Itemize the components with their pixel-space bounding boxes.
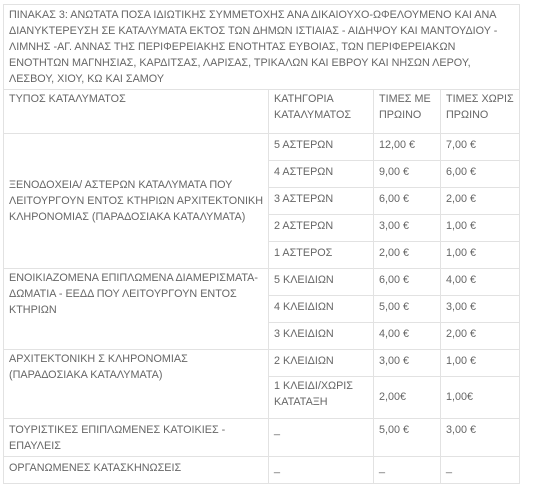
- table-row: [4, 457, 520, 484]
- table-header-row: [4, 90, 520, 134]
- price-without-breakfast: 2,00 €: [441, 323, 520, 350]
- type-cell: ΤΟΥΡΙΣΤΙΚΕΣ ΕΠΙΠΛΩΜΕΝΕΣ ΚΑΤΟΙΚΙΕΣ - ΕΠΑΥΛΕΙΣ: [4, 419, 269, 457]
- price-with-breakfast: 2,00€: [374, 377, 441, 419]
- allowance-table: [3, 4, 520, 484]
- price-with-breakfast: 2,00 €: [374, 242, 441, 269]
- table-row: [4, 350, 520, 377]
- price-without-breakfast: 1,00 €: [441, 350, 520, 377]
- price-with-breakfast: 3,00 €: [374, 215, 441, 242]
- category-cell: 3 ΚΛΕΙΔΙΩΝ: [269, 323, 374, 350]
- price-with-breakfast: _: [374, 457, 441, 484]
- header-type: ΤΥΠΟΣ ΚΑΤΑΛΥΜΑΤΟΣ: [4, 90, 269, 134]
- price-without-breakfast: 4,00 €: [441, 269, 520, 296]
- category-cell: _: [269, 419, 374, 457]
- price-without-breakfast: 3,00 €: [441, 296, 520, 323]
- price-without-breakfast: 1,00 €: [441, 215, 520, 242]
- price-without-breakfast: 3,00 €: [441, 419, 520, 457]
- type-cell: ΞΕΝΟΔΟΧΕΙΑ/ ΑΣΤΕΡΩΝ ΚΑΤΑΛΥΜΑΤΑ ΠΟΥ ΛΕΙΤΟΥΡΓΟΥΝ ΕΝΤΟΣ ΚΤΗΡΙΩΝ ΑΡΧΙΤΕΚΤΟΝΙΚΗ ΚΛΗΡΟΝΟΜΙΑΣ (ΠΑΡΑΔΟΣΙΑΚΑ ΚΑΤΑΛΥΜΑΤΑ): [4, 134, 269, 269]
- price-with-breakfast: 9,00 €: [374, 161, 441, 188]
- price-with-breakfast: 5,00 €: [374, 419, 441, 457]
- price-with-breakfast: 12,00 €: [374, 134, 441, 161]
- header-without-breakfast: ΤΙΜΕΣ ΧΩΡΙΣ ΠΡΩΙΝΟ: [441, 90, 520, 134]
- table-row: [4, 134, 520, 161]
- price-without-breakfast: _: [441, 457, 520, 484]
- category-cell: 5 ΑΣΤΕΡΩΝ: [269, 134, 374, 161]
- table-caption-row: [4, 5, 520, 90]
- price-with-breakfast: 6,00 €: [374, 269, 441, 296]
- category-cell: 4 ΑΣΤΕΡΩΝ: [269, 161, 374, 188]
- price-with-breakfast: 4,00 €: [374, 323, 441, 350]
- category-cell: 2 ΚΛΕΙΔΙΩΝ: [269, 350, 374, 377]
- price-without-breakfast: 1,00 €: [441, 242, 520, 269]
- category-cell: 2 ΑΣΤΕΡΩΝ: [269, 215, 374, 242]
- price-without-breakfast: 7,00 €: [441, 134, 520, 161]
- header-with-breakfast: ΤΙΜΕΣ ΜΕ ΠΡΩΙΝΟ: [374, 90, 441, 134]
- price-without-breakfast: 1,00€: [441, 377, 520, 419]
- price-without-breakfast: 2,00 €: [441, 188, 520, 215]
- header-category: ΚΑΤΗΓΟΡΙΑ ΚΑΤΑΛΥΜΑΤΟΣ: [269, 90, 374, 134]
- category-cell: 1 ΑΣΤΕΡΟΣ: [269, 242, 374, 269]
- price-without-breakfast: 6,00 €: [441, 161, 520, 188]
- price-with-breakfast: 5,00 €: [374, 296, 441, 323]
- table-row: [4, 269, 520, 296]
- category-cell: 1 ΚΛΕΙΔΙ/ΧΩΡΙΣ ΚΑΤΑΤΑΞΗ: [269, 377, 374, 419]
- category-cell: 4 ΚΛΕΙΔΙΩΝ: [269, 296, 374, 323]
- category-cell: _: [269, 457, 374, 484]
- table-row: [4, 419, 520, 457]
- table-title: ΠΙΝΑΚΑΣ 3: ΑΝΩΤΑΤΑ ΠΟΣΑ ΙΔΙΩΤΙΚΗΣ ΣΥΜΜΕΤΟΧΗΣ ΑΝΑ ΔΙΚΑΙΟΥΧΟ-ΩΦΕΛΟΥΜΕΝΟ ΚΑΙ ΑΝΑ ΔΙΑΝΥΚΤΕΡΕΥΣΗ ΣΕ ΚΑΤΑΛΥΜΑΤΑ ΕΚΤΟΣ ΤΩΝ ΔΗΜΩΝ ΙΣΤΙΑΙΑΣ - ΑΙΔΗΨΟΥ ΚΑΙ ΜΑΝΤΟΥΔΙΟΥ - ΛΙΜΝΗΣ -ΑΓ. ΑΝΝΑΣ ΤΗΣ ΠΕΡΙΦΕΡΕΙΑΚΗΣ ΕΝΟΤΗΤΑΣ ΕΥΒΟΙΑΣ, ΤΩΝ ΠΕΡΙΦΕΡΕΙΑΚΩΝ ΕΝΟΤΗΤΩΝ ΜΑΓΝΗΣΙΑΣ, ΚΑΡΔΙΤΣΑΣ, ΛΑΡΙΣΑΣ, ΤΡΙΚΑΛΩΝ ΚΑΙ ΕΒΡΟΥ ΚΑΙ ΝΗΣΩΝ ΛΕΡΟΥ, ΛΕΣΒΟΥ, ΧΙΟΥ, ΚΩ ΚΑΙ ΣΑΜΟΥ: [4, 5, 520, 90]
- type-cell: ΑΡΧΙΤΕΚΤΟΝΙΚΗ Σ ΚΛΗΡΟΝΟΜΙΑΣ (ΠΑΡΑΔΟΣΙΑΚΑ ΚΑΤΑΛΥΜΑΤΑ): [4, 350, 269, 419]
- price-with-breakfast: 6,00 €: [374, 188, 441, 215]
- price-with-breakfast: 3,00 €: [374, 350, 441, 377]
- type-cell: ΟΡΓΑΝΩΜΕΝΕΣ ΚΑΤΑΣΚΗΝΩΣΕΙΣ: [4, 457, 269, 484]
- category-cell: 5 ΚΛΕΙΔΙΩΝ: [269, 269, 374, 296]
- category-cell: 3 ΑΣΤΕΡΩΝ: [269, 188, 374, 215]
- type-cell: ΕΝΟΙΚΙΑΖΟΜΕΝΑ ΕΠΙΠΛΩΜΕΝΑ ΔΙΑΜΕΡΙΣΜΑΤΑ-ΔΩΜΑΤΙΑ - ΕΕΔΔ ΠΟΥ ΛΕΙΤΟΥΡΓΟΥΝ ΕΝΤΟΣ ΚΤΗΡΙΩΝ: [4, 269, 269, 350]
